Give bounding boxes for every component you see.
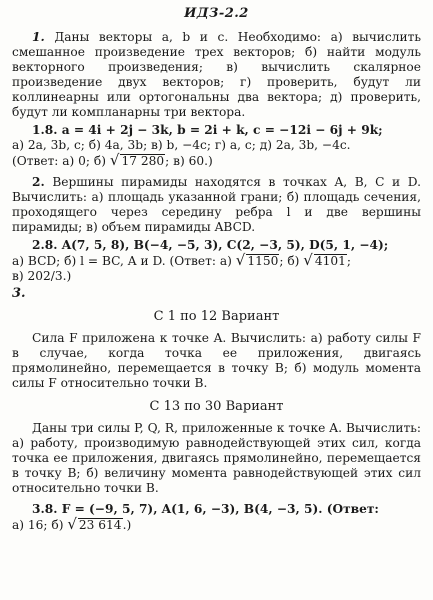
sqrt-sign-icon: √: [235, 251, 246, 269]
document-title: ИДЗ-2.2: [184, 6, 249, 21]
task3-number: 3.: [12, 286, 26, 301]
task1-answer: [12, 153, 421, 169]
task1-answer-radicand: 17 280: [121, 154, 165, 168]
task1-example-line1: 1.8. a = 4i + 2j − 3k, b = 2i + k, c = −12i − 6j + 9k;: [32, 123, 383, 137]
task3-answer-suffix: .): [122, 518, 132, 532]
task2-text: Вершины пирамиды находятся в точках A, B, C и D. Вычислить: а) площадь указанной грани; б) площадь сечения, проходящего через середину ребра l и две вершины пирамиды; в) объем пирамиды ABCD.: [12, 175, 421, 234]
sqrt-sign-icon: √: [67, 515, 77, 533]
task2-answer-radicand-a: 1150: [247, 254, 279, 268]
task1-answer-prefix: (Ответ: а) 0; б): [12, 154, 107, 168]
variant2-text: Даны три силы P, Q, R, приложенные к точке A. Вычислить: а) работу, производимую равнодействующей этих сил, когда точка ее приложения, двигаясь прямолинейно, перемещается в точку B; б) величину момента равнодействующей этих сил относительно точки B.: [12, 421, 421, 495]
sqrt-sign-icon: √: [109, 151, 120, 169]
task2-answer-end: ;: [346, 254, 351, 268]
variant-heading-2: С 13 по 30 Вариант: [149, 399, 284, 414]
task2-statement: [12, 175, 421, 235]
task3-example-line2: [12, 517, 421, 533]
task2-number: 2.: [32, 175, 45, 189]
task2-answer-mid: ; б): [279, 254, 300, 268]
sqrt-sign-icon: √: [303, 251, 313, 269]
variant1-text: Сила F приложена к точке A. Вычислить: а) работу силы F в случае, когда точка ее приложения, двигаясь прямолинейно, перемещается в точку B; б) модуль момента силы F относительно точки B.: [12, 331, 421, 390]
task1-statement: [12, 30, 421, 120]
variant-heading-1: С 1 по 12 Вариант: [153, 309, 280, 324]
task3-answer-prefix: а) 16; б): [12, 518, 64, 532]
task2-answer-prefix: а) BCD; б) l = BC, A и D. (Ответ: а): [12, 254, 232, 268]
task2-example-line1: 2.8. A(7, 5, 8), B(−4, −5, 3), C(2, −3, 5), D(5, 1, −4);: [32, 238, 389, 252]
task1-answer-suffix: ; в) 60.): [165, 154, 213, 168]
task2-answer-radicand-b: 4101: [314, 254, 346, 268]
task3-answer-radicand: 23 614: [78, 518, 122, 532]
task1-text: Даны векторы a, b и c. Необходимо: а) вычислить смешанное произведение трех векторов; б) найти модуль векторного произведения; в) вычислить скалярное произведение двух векторов; г) проверить, будут ли коллинеарны или ортогональны два вектора; д) проверить, будут ли компланарны три вектора.: [12, 30, 422, 119]
task1-example-line2: а) 2a, 3b, c; б) 4a, 3b; в) b, −4c; г) a, c; д) 2a, 3b, −4c.: [12, 138, 351, 152]
task2-example-line2: [12, 253, 421, 269]
task1-number: 1.: [32, 30, 45, 44]
task3-example-line1: 3.8. F = (−9, 5, 7), A(1, 6, −3), B(4, −3, 5). (Ответ:: [32, 502, 379, 516]
task2-example-line3: в) 202/3.): [12, 269, 72, 283]
